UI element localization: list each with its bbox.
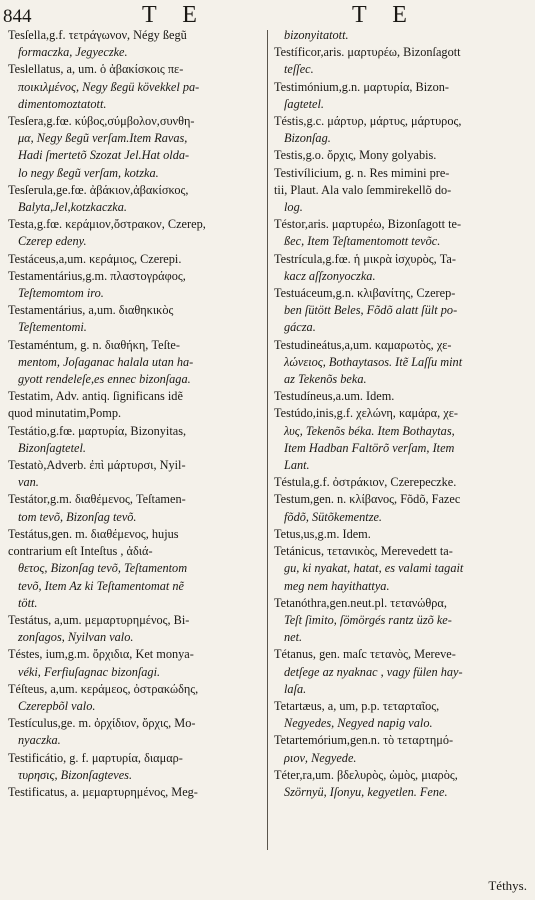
dictionary-line: Testaméntum, g. n. διαθήκη, Teſte- xyxy=(8,337,180,352)
dictionary-line: teſſec. xyxy=(284,62,314,77)
dictionary-line: Testículus,ge. m. ὀρχίδιον, ὄρχις, Mo- xyxy=(8,716,196,731)
dictionary-line: quod minutatim,Pomp. xyxy=(8,406,122,421)
dictionary-line: Tetanóthra,gen.neut.pl. τετανώθρα, xyxy=(274,595,447,610)
dictionary-line: tött. xyxy=(18,595,38,610)
dictionary-line: λώνειος, Bothaytasos. Itẽ Laſſu mint xyxy=(284,354,463,369)
dictionary-line: Tesſerula,ge.fœ. ἀβάκιον,ἀβακίσκος, xyxy=(8,182,189,197)
dictionary-line: dimentomoztatott. xyxy=(18,96,107,111)
dictionary-line: Tetartæus, a, um, p.p. τεταρταῖος, xyxy=(274,698,440,713)
dictionary-line: Téter,ra,um. βδελυρὸς, ὠμὸς, μιαρὸς, xyxy=(274,767,458,782)
right-column xyxy=(274,27,532,801)
running-head-right: T E xyxy=(352,2,417,28)
page-header xyxy=(0,2,535,28)
running-head-left: T E xyxy=(142,2,207,28)
dictionary-line: ποικιλμένος, Negy ßegü kövekkel pa- xyxy=(18,79,200,94)
dictionary-line: Testamentárius, a,um. διαθηκικὸς xyxy=(8,303,174,318)
dictionary-line: Testátus,gen. m. διαθέμενος, hujus xyxy=(8,526,179,541)
dictionary-line: Téstis,g.c. μάρτυρ, μάρτυς, μάρτυρος, xyxy=(274,114,462,129)
dictionary-line: véki, Ferfiuſagnac bizonſagi. xyxy=(18,664,161,679)
dictionary-line: Testúdo,inis,g.f. χελώνη, καμάρα, χε- xyxy=(274,406,458,421)
dictionary-line: bizonyitatott. xyxy=(284,28,349,42)
dictionary-line: Testátio,g.fœ. μαρτυρία, Bizonyitas, xyxy=(8,423,187,438)
dictionary-line: Balyta,Jel,kotzkaczka. xyxy=(18,200,127,215)
dictionary-line: Testuáceum,g.n. κλιβανίτης, Czerep- xyxy=(274,286,456,301)
dictionary-line: van. xyxy=(18,475,39,490)
dictionary-line: tii, Plaut. Ala valo ſemmirekellõ do- xyxy=(274,182,452,197)
dictionary-line: Lant. xyxy=(284,458,310,473)
dictionary-line: kacz aſſzonyoczka. xyxy=(284,268,376,283)
dictionary-line: μα, Negy ßegũ verſam.Item Ravas, xyxy=(18,131,188,146)
dictionary-line: Szörnyü, Iſonyu, kegyetlen. Fene. xyxy=(284,784,448,799)
dictionary-line: tevõ, Item Az ki Teſtamentomat nẽ xyxy=(18,578,184,593)
dictionary-line: contrarium eſt Inteſtus , ἀδιά- xyxy=(8,544,153,559)
dictionary-line: ριον, Negyede. xyxy=(284,750,357,765)
dictionary-line: Bizonſagtetel. xyxy=(18,440,86,455)
dictionary-line: Testa,g.fœ. κεράμιον,ὄστρακον, Czerep, xyxy=(8,217,206,232)
dictionary-line: Testimónium,g.n. μαρτυρία, Bizon- xyxy=(274,79,450,94)
dictionary-line: ßec, Item Teſtamentomott tevõc. xyxy=(284,234,441,249)
dictionary-line: net. xyxy=(284,630,303,645)
dictionary-line: log. xyxy=(284,200,303,215)
dictionary-line: Téstor,aris. μαρτυρέω, Bizonſagott te- xyxy=(274,217,462,232)
dictionary-line: Czerep edeny. xyxy=(18,234,87,249)
dictionary-line: zonſagos, Nyilvan valo. xyxy=(18,630,134,645)
dictionary-line: Tetus,us,g.m. Idem. xyxy=(274,526,371,541)
dictionary-line: Téstes, ium,g.m. ὄρχιδια, Ket monya- xyxy=(8,647,194,662)
dictionary-line: Téstula,g.f. ὀστράκιον, Czerepeczke. xyxy=(274,475,457,490)
dictionary-line: gu, ki nyakat, hatat, es valami tagait xyxy=(284,561,464,576)
dictionary-line: fõdõ, Sütõkementze. xyxy=(284,509,383,524)
dictionary-line: Teſtemomtom iro. xyxy=(18,286,104,301)
dictionary-line: Teſt ſimito, ſömörgés rantz üzõ ke- xyxy=(284,612,452,627)
dictionary-line: Testudineátus,a,um. καμαρωτὸς, χε- xyxy=(274,337,452,352)
dictionary-line: Tetánicus, τετανικὸς, Merevedett ta- xyxy=(274,544,453,559)
left-column xyxy=(8,27,265,801)
column-divider xyxy=(267,30,268,850)
dictionary-line: Tetartemórium,gen.n. τὸ τεταρτημό- xyxy=(274,733,454,748)
dictionary-line: Testátus, a,um. μεμαρτυρημένος, Bi- xyxy=(8,612,190,627)
dictionary-line: lo negy ßegũ verſam, kotzka. xyxy=(18,165,159,180)
dictionary-line: Teslellatus, a, um. ὁ ἀβακίσκοις πε- xyxy=(8,62,184,77)
dictionary-line: Bizonſag. xyxy=(284,131,331,146)
dictionary-line: Téſteus, a,um. κεράμεος, ὀστρακώδης, xyxy=(8,681,199,696)
dictionary-line: Testum,gen. n. κλίβανος, Fõdõ, Fazec xyxy=(274,492,461,507)
dictionary-line: Tesſella,g.f. τετράγωνον, Négy ßegũ xyxy=(8,28,187,42)
dictionary-line: meg nem hayithattya. xyxy=(284,578,390,593)
dictionary-line: Tesſera,g.fœ. κύβος,σύμβολον,συνθη- xyxy=(8,114,195,129)
dictionary-line: formaczka, Jegyeczke. xyxy=(18,45,128,60)
dictionary-line: tom tevõ, Bizonſag tevõ. xyxy=(18,509,137,524)
dictionary-line: Czerepbõl valo. xyxy=(18,698,96,713)
dictionary-line: detſege az nyaknac , vagy fülen hay- xyxy=(284,664,463,679)
page-number: 844 xyxy=(3,6,32,27)
dictionary-line: ſagtetel. xyxy=(284,96,324,111)
dictionary-line: Negyedes, Negyed napig valo. xyxy=(284,716,433,731)
dictionary-line: az Tekenõs beka. xyxy=(284,372,367,387)
dictionary-line: ben ſütött Beles, Fõdõ alatt ſült po- xyxy=(284,303,458,318)
dictionary-line: Item Hadban Faltörõ verſam, Item xyxy=(284,440,455,455)
dictionary-line: Testrícula,g.fœ. ἡ μικρὰ ἰσχυρὸς, Ta- xyxy=(274,251,456,266)
dictionary-line: Testis,g.o. ὄρχις, Mony golyabis. xyxy=(274,148,437,163)
dictionary-line: Testíficor,aris. μαρτυρέω, Bizonſagott xyxy=(274,45,461,60)
dictionary-line: mentom, Joſaganac halala utan ha- xyxy=(18,354,194,369)
dictionary-line: nyaczka. xyxy=(18,733,61,748)
dictionary-line: Testátor,g.m. διαθέμενος, Teſtamen- xyxy=(8,492,186,507)
dictionary-line: θετος, Bizonſag tevõ, Teſtamentom xyxy=(18,561,188,576)
dictionary-line: Teſtementomi. xyxy=(18,320,87,335)
dictionary-line: Hadi ſmertetõ Szozat Jel.Hat olda- xyxy=(18,148,190,163)
dictionary-line: laſa. xyxy=(284,681,307,696)
dictionary-line: Testamentárius,g.m. πλαστογράφος, xyxy=(8,268,186,283)
dictionary-line: Testificatus, a. μεμαρτυρημένος, Meg- xyxy=(8,784,198,799)
dictionary-line: Testáceus,a,um. κεράμιος, Czerepi. xyxy=(8,251,182,266)
dictionary-line: Testudíneus,a.um. Idem. xyxy=(274,389,395,404)
dictionary-line: gyott rendeleſe,es ennec bizonſaga. xyxy=(18,372,191,387)
catchword: Téthys. xyxy=(488,878,527,893)
dictionary-line: gácza. xyxy=(284,320,316,335)
dictionary-line: Testificátio, g. f. μαρτυρία, διαμαρ- xyxy=(8,750,183,765)
dictionary-line: Testatò,Adverb. ἐπὶ μάρτυρσι, Nyil- xyxy=(8,458,186,473)
dictionary-line: Tétanus, gen. maſc τετανὸς, Mereve- xyxy=(274,647,456,662)
dictionary-line: Testivílicium, g. n. Res mimini pre- xyxy=(274,165,450,180)
dictionary-line: λυς, Tekenõs béka. Item Bothaytas, xyxy=(284,423,455,438)
dictionary-line: Testatim, Adv. antiq. ſignificans idẽ xyxy=(8,389,183,404)
dictionary-line: τυρησις, Bizonſagteves. xyxy=(18,767,133,782)
